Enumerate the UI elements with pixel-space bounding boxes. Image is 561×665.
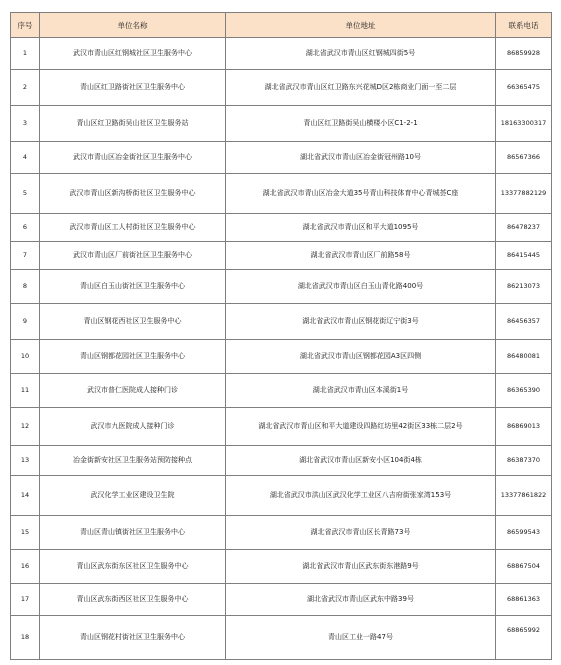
row-address: 湖北省武汉市青山区厂前路58号 [226,242,496,270]
row-index: 1 [11,38,40,70]
table-row [11,304,552,340]
row-name: 青山区钢花西社区卫生服务中心 [40,304,226,340]
row-index: 7 [11,242,40,270]
row-phone: 86387370 [496,446,552,476]
row-address: 湖北省武汉市青山区武东街东港路9号 [226,550,496,584]
row-name: 青山区武东街东区社区卫生服务中心 [40,550,226,584]
table-row [11,374,552,408]
row-address: 湖北省武汉市洪山区武汉化学工业区八吉府街张家湾153号 [226,476,496,516]
row-phone: 86599543 [496,516,552,550]
row-name: 青山区红卫路街吴山社区卫生服务站 [40,106,226,142]
row-address: 青山区红卫路街吴山横楼小区C1-2-1 [226,106,496,142]
row-address: 湖北省武汉市青山区武东中路39号 [226,584,496,616]
row-phone: 86456357 [496,304,552,340]
table-row [11,270,552,304]
row-address: 湖北省武汉市青山区白玉山青化路400号 [226,270,496,304]
row-phone: 68865992 [496,616,552,660]
row-phone: 86415445 [496,242,552,270]
clinic-table [10,12,552,660]
table-row [11,340,552,374]
row-name: 青山区红卫路街社区卫生服务中心 [40,70,226,106]
row-phone: 66365475 [496,70,552,106]
row-name: 武汉市九医院成人接种门诊 [40,408,226,446]
row-index: 9 [11,304,40,340]
row-address: 湖北省武汉市青山区冶金大道35号青山科技体育中心青城荟C座 [226,174,496,214]
row-phone: 86480081 [496,340,552,374]
row-index: 12 [11,408,40,446]
header-phone: 联系电话 [496,13,552,38]
table-row [11,408,552,446]
table-row [11,174,552,214]
row-index: 13 [11,446,40,476]
table-row [11,242,552,270]
row-index: 15 [11,516,40,550]
row-phone: 13377861822 [496,476,552,516]
table-row [11,106,552,142]
row-address: 湖北省武汉市青山区冶金街冠州路10号 [226,142,496,174]
row-phone: 86213073 [496,270,552,304]
row-address: 湖北省武汉市青山区和平大道1095号 [226,214,496,242]
row-index: 10 [11,340,40,374]
row-phone: 86869013 [496,408,552,446]
row-address: 湖北省武汉市青山区钢花街辽宁街3号 [226,304,496,340]
row-index: 8 [11,270,40,304]
row-index: 2 [11,70,40,106]
row-index: 11 [11,374,40,408]
row-name: 武汉市普仁医院成人接种门诊 [40,374,226,408]
table-row [11,38,552,70]
table-row [11,550,552,584]
row-name: 青山区青山镇街社区卫生服务中心 [40,516,226,550]
row-address: 湖北省武汉市青山区长青路73号 [226,516,496,550]
row-name: 武汉市青山区冶金街社区卫生服务中心 [40,142,226,174]
row-index: 18 [11,616,40,660]
table-row [11,516,552,550]
row-phone: 13377882129 [496,174,552,214]
row-phone: 86859928 [496,38,552,70]
row-name: 青山区武东街西区社区卫生服务中心 [40,584,226,616]
table-row [11,70,552,106]
row-name: 青山区钢花村街社区卫生服务中心 [40,616,226,660]
row-name: 武汉市青山区工人村街社区卫生服务中心 [40,214,226,242]
row-phone: 68867504 [496,550,552,584]
row-phone: 18163300317 [496,106,552,142]
row-address: 湖北省武汉市青山区红钢城四街5号 [226,38,496,70]
row-phone: 86478237 [496,214,552,242]
table-row [11,616,552,660]
header-row [11,13,552,38]
row-index: 3 [11,106,40,142]
table-row [11,214,552,242]
row-address: 湖北省武汉市青山区本溪街1号 [226,374,496,408]
row-address: 湖北省武汉市青山区红卫路东兴花城D区2栋商业门面一至二层 [226,70,496,106]
table-row [11,446,552,476]
header-index: 序号 [11,13,40,38]
row-address: 青山区工业一路47号 [226,616,496,660]
row-index: 17 [11,584,40,616]
row-address: 湖北省武汉市青山区新安小区104街4栋 [226,446,496,476]
row-name: 青山区钢都花园社区卫生服务中心 [40,340,226,374]
row-address: 湖北省武汉市青山区钢都花园A3区四侧 [226,340,496,374]
row-index: 4 [11,142,40,174]
row-name: 武汉市青山区新沟桥街社区卫生服务中心 [40,174,226,214]
table-body [11,38,552,660]
row-phone: 86567366 [496,142,552,174]
row-index: 14 [11,476,40,516]
row-phone: 86365390 [496,374,552,408]
row-index: 5 [11,174,40,214]
row-name: 武汉市青山区红钢城社区卫生服务中心 [40,38,226,70]
row-index: 16 [11,550,40,584]
table-row [11,584,552,616]
clinic-list-sheet [10,12,552,660]
row-name: 武汉化学工业区建设卫生院 [40,476,226,516]
table-row [11,142,552,174]
table-row [11,476,552,516]
row-name: 冶金街新安社区卫生服务站预防接种点 [40,446,226,476]
header-address: 单位地址 [226,13,496,38]
row-name: 青山区白玉山街社区卫生服务中心 [40,270,226,304]
row-index: 6 [11,214,40,242]
row-phone: 68861363 [496,584,552,616]
row-name: 武汉市青山区厂前街社区卫生服务中心 [40,242,226,270]
row-address: 湖北省武汉市青山区和平大道建设四路红坊里42街区33栋二层2号 [226,408,496,446]
header-name: 单位名称 [40,13,226,38]
